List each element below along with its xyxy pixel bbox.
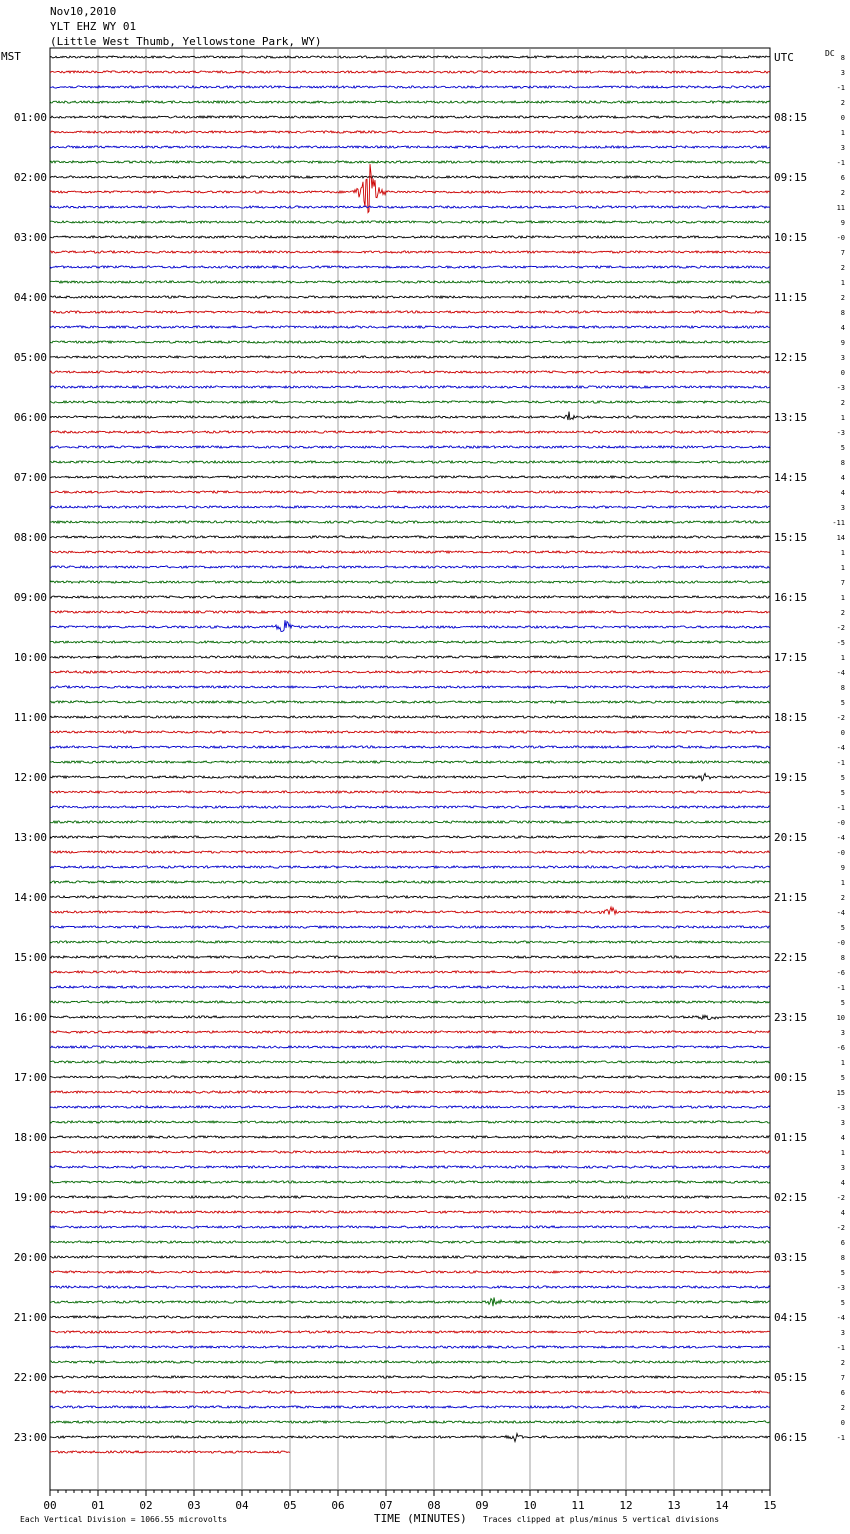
dc-offset-label: 3 — [840, 504, 845, 512]
trace-line — [50, 1271, 770, 1273]
dc-offset-label: 5 — [840, 444, 845, 452]
dc-offset-label: 8 — [840, 54, 845, 62]
trace-line — [50, 371, 770, 373]
left-timezone-label: MST — [1, 50, 21, 63]
dc-offset-label: 10 — [836, 1014, 845, 1022]
dc-offset-labels — [832, 54, 845, 1442]
x-tick-label: 08 — [427, 1499, 441, 1512]
dc-offset-label: 8 — [840, 459, 845, 467]
trace-line — [50, 716, 770, 718]
dc-offset-label: 5 — [840, 1074, 845, 1082]
trace-line — [50, 1031, 770, 1033]
x-tick-label: 07 — [379, 1499, 393, 1512]
trace-line — [50, 926, 770, 928]
dc-offset-label: 4 — [840, 474, 845, 482]
dc-offset-label: 8 — [840, 1254, 845, 1262]
dc-offset-label: -4 — [836, 909, 845, 917]
dc-offset-label: 2 — [840, 99, 845, 107]
trace-line — [50, 326, 770, 328]
trace-line — [50, 1361, 770, 1363]
dc-offset-label: -11 — [832, 519, 845, 527]
utc-hour-label: 23:15 — [774, 1011, 808, 1024]
dc-offset-label: 0 — [840, 1419, 845, 1427]
trace-line — [50, 401, 770, 403]
mst-hour-label: 23:00 — [13, 1431, 47, 1444]
trace-line — [50, 1151, 770, 1153]
trace-line — [50, 431, 770, 433]
utc-hour-label: 21:15 — [774, 891, 808, 904]
dc-offset-label: -4 — [836, 834, 845, 842]
x-tick-label: 00 — [43, 1499, 57, 1512]
trace-line — [50, 1226, 770, 1228]
dc-offset-label: 1 — [840, 564, 845, 572]
trace-line — [50, 356, 770, 358]
trace-line — [50, 1451, 290, 1453]
trace-line — [50, 1346, 770, 1348]
mst-hour-label: 14:00 — [13, 891, 47, 904]
dc-offset-label: -0 — [836, 234, 845, 242]
trace-line — [50, 521, 770, 523]
trace-line — [50, 656, 770, 658]
x-tick-label: 02 — [139, 1499, 153, 1512]
trace-line — [50, 1136, 770, 1138]
trace-line — [50, 476, 770, 478]
dc-offset-label: 2 — [840, 894, 845, 902]
mst-hour-label: 03:00 — [13, 231, 47, 244]
trace-line — [50, 56, 770, 58]
dc-offset-label: -6 — [836, 1044, 845, 1052]
dc-offset-label: 4 — [840, 489, 845, 497]
trace-line — [50, 551, 770, 553]
trace-line — [50, 1166, 770, 1168]
dc-offset-label: -2 — [836, 1194, 845, 1202]
mst-hour-label: 11:00 — [13, 711, 47, 724]
dc-offset-label: 5 — [840, 1269, 845, 1277]
trace-line — [50, 236, 770, 238]
mst-hour-label: 20:00 — [13, 1251, 47, 1264]
trace-line — [50, 221, 770, 223]
trace-line — [50, 1181, 770, 1183]
mst-hour-label: 12:00 — [13, 771, 47, 784]
dc-offset-label: -1 — [836, 84, 845, 92]
trace-line — [50, 566, 770, 568]
dc-offset-label: 2 — [840, 609, 845, 617]
trace-line — [50, 311, 770, 313]
dc-offset-label: 5 — [840, 774, 845, 782]
x-tick-label: 09 — [475, 1499, 489, 1512]
dc-offset-label: 1 — [840, 414, 845, 422]
trace-line — [50, 1121, 770, 1123]
dc-offset-label: 9 — [840, 339, 845, 347]
utc-hour-label: 17:15 — [774, 651, 808, 664]
trace-line — [50, 836, 770, 838]
trace-line — [50, 71, 770, 73]
utc-hour-label: 22:15 — [774, 951, 808, 964]
trace-line — [50, 821, 770, 823]
trace-line — [50, 1241, 770, 1243]
trace-line — [50, 620, 770, 631]
dc-offset-label: 7 — [840, 1374, 845, 1382]
utc-hour-label: 06:15 — [774, 1431, 808, 1444]
minute-grid — [50, 48, 770, 1490]
dc-offset-label: 14 — [836, 534, 845, 542]
mst-hour-labels — [14, 111, 47, 1444]
dc-offset-label: -1 — [836, 759, 845, 767]
mst-hour-label: 15:00 — [13, 951, 47, 964]
dc-offset-label: 3 — [840, 1164, 845, 1172]
trace-line — [50, 1434, 770, 1442]
dc-offset-label: 0 — [840, 369, 845, 377]
dc-offset-label: 2 — [840, 1359, 845, 1367]
dc-offset-label: 0 — [840, 114, 845, 122]
dc-offset-label: -4 — [836, 669, 845, 677]
dc-offset-label: -4 — [836, 744, 845, 752]
x-tick-label: 15 — [763, 1499, 777, 1512]
mst-hour-label: 09:00 — [13, 591, 47, 604]
trace-line — [50, 611, 770, 613]
mst-hour-label: 22:00 — [13, 1371, 47, 1384]
dc-offset-label: 7 — [840, 579, 845, 587]
utc-hour-label: 04:15 — [774, 1311, 808, 1324]
trace-line — [50, 1076, 770, 1078]
dc-offset-label: 1 — [840, 279, 845, 287]
clip-note: Traces clipped at plus/minus 5 vertical divisions — [483, 1515, 720, 1524]
dc-offset-label: -3 — [836, 1284, 845, 1292]
trace-line — [50, 281, 770, 283]
dc-offset-label: 1 — [840, 129, 845, 137]
dc-offset-label: -6 — [836, 969, 845, 977]
trace-line — [50, 86, 770, 88]
mst-hour-label: 13:00 — [13, 831, 47, 844]
dc-offset-label: 3 — [840, 354, 845, 362]
trace-line — [50, 1376, 770, 1378]
dc-offset-label: 3 — [840, 69, 845, 77]
utc-hour-label: 08:15 — [774, 111, 808, 124]
trace-line — [50, 1061, 770, 1063]
dc-offset-label: 3 — [840, 1029, 845, 1037]
dc-offset-label: 3 — [840, 144, 845, 152]
x-tick-label: 06 — [331, 1499, 345, 1512]
utc-hour-labels — [774, 51, 807, 1444]
trace-line — [50, 881, 770, 883]
dc-offset-label: -1 — [836, 804, 845, 812]
trace-line — [50, 1046, 770, 1048]
dc-offset-label: 9 — [840, 219, 845, 227]
trace-line — [50, 1106, 770, 1108]
dc-offset-label: -0 — [836, 819, 845, 827]
mst-hour-label: 02:00 — [13, 171, 47, 184]
trace-line — [50, 446, 770, 448]
mst-hour-label: 10:00 — [13, 651, 47, 664]
trace-line — [50, 806, 770, 808]
dc-offset-label: 8 — [840, 309, 845, 317]
utc-hour-label: UTC — [774, 51, 794, 64]
trace-line — [50, 761, 770, 763]
dc-offset-label: 4 — [840, 1134, 845, 1142]
mst-hour-label: 17:00 — [13, 1071, 47, 1084]
dc-offset-label: 1 — [840, 879, 845, 887]
trace-line — [50, 266, 770, 268]
x-tick-label: 03 — [187, 1499, 201, 1512]
trace-line — [50, 506, 770, 508]
dc-offset-label: -2 — [836, 714, 845, 722]
dc-offset-label: -1 — [836, 984, 845, 992]
dc-offset-label: 2 — [840, 294, 845, 302]
dc-offset-label: 6 — [840, 1389, 845, 1397]
trace-line — [50, 1391, 770, 1393]
dc-offset-label: 5 — [840, 1299, 845, 1307]
trace-line — [50, 536, 770, 538]
dc-offset-label: -3 — [836, 1104, 845, 1112]
trace-line — [50, 701, 770, 703]
trace-line — [50, 866, 770, 868]
dc-offset-label: -3 — [836, 384, 845, 392]
trace-line — [50, 746, 770, 748]
dc-offset-label: 6 — [840, 174, 845, 182]
trace-line — [50, 986, 770, 988]
dc-offset-label: -5 — [836, 639, 845, 647]
mst-hour-label: 16:00 — [13, 1011, 47, 1024]
dc-offset-label: 4 — [840, 324, 845, 332]
scale-note: Each Vertical Division = 1066.55 microvolts — [20, 1515, 228, 1524]
dc-offset-label: 3 — [840, 1329, 845, 1337]
trace-line — [50, 491, 770, 493]
dc-offset-label: -0 — [836, 939, 845, 947]
trace-line — [50, 596, 770, 598]
dc-label: DC — [825, 49, 835, 58]
dc-offset-label: 6 — [840, 1239, 845, 1247]
dc-offset-label: 4 — [840, 1179, 845, 1187]
mst-hour-label: 05:00 — [13, 351, 47, 364]
plot-frame — [50, 48, 770, 1490]
dc-offset-label: 5 — [840, 789, 845, 797]
mst-hour-label: 06:00 — [13, 411, 47, 424]
dc-offset-label: 2 — [840, 399, 845, 407]
trace-line — [50, 971, 770, 973]
trace-line — [50, 1331, 770, 1333]
utc-hour-label: 15:15 — [774, 531, 808, 544]
dc-offset-label: 1 — [840, 1059, 845, 1067]
trace-line — [50, 296, 770, 298]
dc-offset-label: 1 — [840, 654, 845, 662]
trace-line — [50, 161, 770, 163]
dc-offset-label: 2 — [840, 1404, 845, 1412]
trace-line — [50, 581, 770, 583]
trace-line — [50, 671, 770, 673]
mst-hour-label: 04:00 — [13, 291, 47, 304]
dc-offset-label: -2 — [836, 1224, 845, 1232]
trace-line — [50, 116, 770, 118]
trace-line — [50, 1091, 770, 1093]
x-tick-label: 04 — [235, 1499, 249, 1512]
trace-line — [50, 176, 770, 178]
utc-hour-label: 14:15 — [774, 471, 808, 484]
x-tick-label: 10 — [523, 1499, 537, 1512]
trace-line — [50, 851, 770, 853]
utc-hour-label: 09:15 — [774, 171, 808, 184]
dc-offset-label: 11 — [836, 204, 845, 212]
utc-hour-label: 16:15 — [774, 591, 808, 604]
utc-hour-label: 18:15 — [774, 711, 808, 724]
trace-line — [50, 1286, 770, 1288]
dc-offset-label: -0 — [836, 849, 845, 857]
utc-hour-label: 01:15 — [774, 1131, 808, 1144]
trace-line — [50, 1406, 770, 1408]
trace-line — [50, 341, 770, 343]
trace-line — [50, 941, 770, 943]
trace-line — [50, 1297, 770, 1306]
seismogram-traces — [50, 56, 770, 1453]
trace-line — [50, 131, 770, 133]
dc-offset-label: 3 — [840, 1119, 845, 1127]
trace-line — [50, 1015, 770, 1019]
plot-date: Nov10,2010 — [50, 5, 117, 18]
utc-hour-label: 10:15 — [774, 231, 808, 244]
dc-offset-label: 1 — [840, 1149, 845, 1157]
trace-line — [50, 773, 770, 780]
dc-offset-label: 15 — [836, 1089, 845, 1097]
station-location: (Little West Thumb, Yellowstone Park, WY) — [50, 35, 322, 48]
station-title: YLT EHZ WY 01 — [50, 20, 137, 33]
utc-hour-label: 12:15 — [774, 351, 808, 364]
trace-line — [50, 461, 770, 463]
mst-hour-label: 18:00 — [13, 1131, 47, 1144]
trace-line — [50, 731, 770, 733]
dc-offset-label: 0 — [840, 729, 845, 737]
trace-line — [50, 1316, 770, 1318]
utc-hour-label: 13:15 — [774, 411, 808, 424]
x-tick-label: 01 — [91, 1499, 105, 1512]
trace-line — [50, 907, 770, 914]
trace-line — [50, 791, 770, 793]
utc-hour-label: 03:15 — [774, 1251, 808, 1264]
x-tick-label: 05 — [283, 1499, 297, 1512]
dc-offset-label: 5 — [840, 699, 845, 707]
mst-hour-label: 01:00 — [13, 111, 47, 124]
mst-hour-label: 07:00 — [13, 471, 47, 484]
dc-offset-label: 8 — [840, 684, 845, 692]
trace-line — [50, 101, 770, 103]
trace-line — [50, 206, 770, 208]
trace-line — [50, 164, 770, 212]
dc-offset-label: 5 — [840, 999, 845, 1007]
dc-offset-label: 8 — [840, 954, 845, 962]
mst-hour-label: 08:00 — [13, 531, 47, 544]
dc-offset-label: 7 — [840, 249, 845, 257]
utc-hour-label: 11:15 — [774, 291, 808, 304]
dc-offset-label: 1 — [840, 549, 845, 557]
x-tick-label: 14 — [715, 1499, 729, 1512]
dc-offset-label: 2 — [840, 264, 845, 272]
utc-hour-label: 00:15 — [774, 1071, 808, 1084]
dc-offset-label: 1 — [840, 594, 845, 602]
utc-hour-label: 02:15 — [774, 1191, 808, 1204]
dc-offset-label: 2 — [840, 189, 845, 197]
trace-line — [50, 641, 770, 643]
dc-offset-label: -2 — [836, 624, 845, 632]
trace-line — [50, 896, 770, 898]
dc-offset-label: -1 — [836, 1434, 845, 1442]
dc-offset-label: 5 — [840, 924, 845, 932]
x-tick-label: 13 — [667, 1499, 681, 1512]
x-tick-label: 12 — [619, 1499, 633, 1512]
trace-line — [50, 1196, 770, 1198]
x-axis-label: TIME (MINUTES) — [374, 1512, 467, 1525]
trace-line — [50, 956, 770, 958]
utc-hour-label: 20:15 — [774, 831, 808, 844]
trace-line — [50, 146, 770, 148]
x-tick-label: 11 — [571, 1499, 585, 1512]
trace-line — [50, 386, 770, 388]
dc-offset-label: -4 — [836, 1314, 845, 1322]
mst-hour-label: 21:00 — [13, 1311, 47, 1324]
dc-offset-label: -1 — [836, 1344, 845, 1352]
x-axis — [43, 1490, 776, 1512]
mst-hour-label: 19:00 — [13, 1191, 47, 1204]
trace-line — [50, 412, 770, 421]
trace-line — [50, 1421, 770, 1423]
trace-line — [50, 1256, 770, 1258]
dc-offset-label: -3 — [836, 429, 845, 437]
trace-line — [50, 1001, 770, 1003]
utc-hour-label: 19:15 — [774, 771, 808, 784]
trace-line — [50, 686, 770, 688]
dc-offset-label: 9 — [840, 864, 845, 872]
utc-hour-label: 05:15 — [774, 1371, 808, 1384]
trace-line — [50, 1211, 770, 1213]
trace-line — [50, 251, 770, 253]
dc-offset-label: -1 — [836, 159, 845, 167]
dc-offset-label: 4 — [840, 1209, 845, 1217]
